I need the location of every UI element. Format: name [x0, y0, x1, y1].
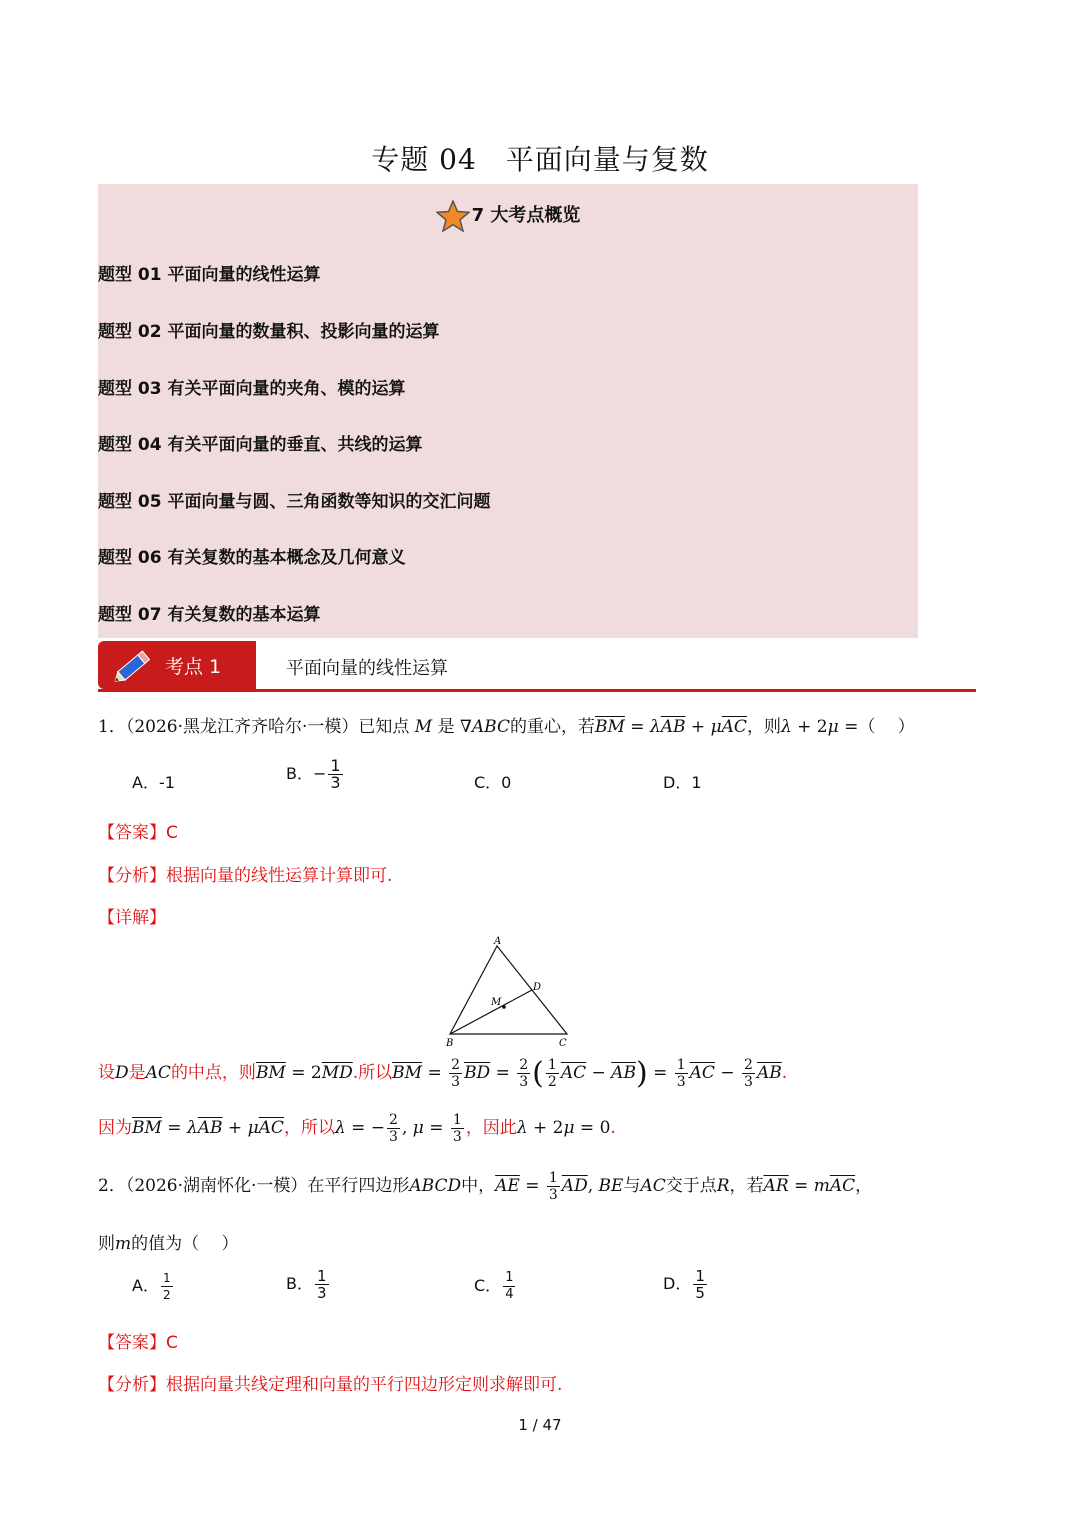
topic-02[interactable]: 题型 02 平面向量的数量积、投影向量的运算 [98, 322, 440, 342]
q2-analysis-label: 【分析】 [98, 1375, 166, 1395]
q1-line1-b: 是 [128, 1063, 146, 1083]
topic-07[interactable]: 题型 07 有关复数的基本运算 [98, 605, 321, 625]
q2-text4: ，若 [729, 1176, 764, 1196]
q1-answer-value: C [166, 823, 178, 843]
q2-option-d[interactable]: D． $\frac{1}{5}$ [663, 1267, 705, 1302]
q2-option-d-label: D． [663, 1274, 692, 1293]
q2-answer-value: C [166, 1333, 178, 1353]
pencil-icon [112, 644, 156, 688]
question-2: 2．（2026·湖南怀化·一模）在平行四边形ABCD中，$\overline{AE}$ = $\frac{1}{3}$ $\overline{AD}$, BE与AC交于点R，若$\overline{AR} = m\overline{AC}$， [98, 1170, 873, 1203]
q1-prefix: 1．（2026·黑龙江齐齐哈尔·一模）已知点 [98, 717, 410, 737]
q2-option-c[interactable]: C． $\frac{1}{4}$ [474, 1270, 514, 1302]
topic-01[interactable]: 题型 01 平面向量的线性运算 [98, 265, 321, 285]
section-label: 考点 1 [165, 656, 222, 678]
question-1: 1．（2026·黑龙江齐齐哈尔·一模）已知点 M 是 ∇ABC的重心，若$\overline{BM} = \lambda\overline{AB} + \mu\overline{AC}$，则λ + 2μ =（ ） [98, 717, 915, 737]
vertex-a-label: A [494, 936, 502, 947]
triangle-figure [440, 934, 576, 1050]
q1-line2-a: 因为 [98, 1118, 132, 1138]
q1-option-b[interactable]: B．− $\frac{1}{3}$ [286, 756, 341, 792]
star-icon [436, 200, 470, 232]
q2-prefix: 2．（2026·湖南怀化·一模）在平行四边形 [98, 1176, 410, 1196]
q2-option-a[interactable]: A． $\frac{1}{2}$ [132, 1271, 171, 1302]
q2-text2: 与 [623, 1176, 641, 1196]
q1-line1-a: 设 [98, 1063, 115, 1083]
q1-detail-line-2: 因为$\overline{BM} = \lambda\overline{AB} + \mu\overline{AC}$，所以λ = − $\frac{2}{3}$ , μ = $\frac{1}{3}$ ，因此λ + 2μ = 0. [98, 1112, 616, 1145]
q1-option-b-label: B． [286, 764, 313, 783]
q1-line1-d: .所以 [352, 1063, 393, 1083]
page-title: 专题 04 平面向量与复数 [371, 143, 709, 176]
topic-06[interactable]: 题型 06 有关复数的基本概念及几何意义 [98, 548, 406, 568]
q2-line2b: 的值为（ ） [131, 1234, 239, 1254]
point-m-label: M [491, 997, 502, 1008]
overview-heading-text: 7 大考点概览 [471, 205, 581, 226]
overview-heading [98, 200, 918, 232]
q2-analysis-text: 根据向量共线定理和向量的平行四边形定则求解即可. [166, 1375, 563, 1395]
q1-line1-c: 的中点，则 [170, 1063, 256, 1083]
q2-analysis [98, 1370, 562, 1395]
q2-option-b-label: B． [286, 1274, 313, 1293]
q1-analysis [98, 861, 392, 886]
q2-option-b[interactable]: B． $\frac{1}{3}$ [286, 1267, 327, 1302]
q1-detail-label: 【详解】 [98, 908, 166, 928]
topic-03[interactable]: 题型 03 有关平面向量的夹角、模的运算 [98, 379, 406, 399]
q2-answer-label: 【答案】 [98, 1333, 166, 1353]
q1-answer-label: 【答案】 [98, 823, 166, 843]
q1-line2-b: ，所以 [283, 1118, 335, 1138]
q1-analysis-label: 【分析】 [98, 866, 166, 886]
page-number: 1 / 47 [518, 1416, 562, 1434]
question-2-line-2: 则m的值为（ ） [98, 1234, 239, 1254]
q1-answer [98, 818, 178, 843]
section-title: 平面向量的线性运算 [286, 658, 448, 679]
q1-detail-line-1: 设D是AC的中点，则$\overline{BM} = 2\overline{MD}$.所以$\overline{BM}$ = $\frac{2}{3}$ $\overline{BD}$ = $\frac{2}{3}$ ( $\frac{1}{2}$ $\overline{AC} - \overline{AB}$) = $\frac{1}{3}$ $\overline{AC}$ − $\frac{2}{3}$ $\overline{AB}$. [98, 1056, 788, 1091]
topic-05[interactable]: 题型 05 平面向量与圆、三角函数等知识的交汇问题 [98, 492, 491, 512]
q1-option-a[interactable]: A．-1 [132, 773, 175, 792]
q1-paren: （ ） [858, 717, 915, 737]
q1-option-c[interactable]: C．0 [474, 773, 512, 792]
q2-answer [98, 1328, 178, 1353]
q1-option-d[interactable]: D．1 [663, 773, 702, 792]
overview-panel [98, 184, 918, 638]
topic-04[interactable]: 题型 04 有关平面向量的垂直、共线的运算 [98, 435, 423, 455]
vertex-b-label: B [446, 1038, 454, 1049]
q1-text3: ，则 [746, 717, 781, 737]
q2-text3: 交于点 [665, 1176, 717, 1196]
q2-text1: 中， [461, 1176, 496, 1196]
q2-line2: 则 [98, 1234, 115, 1254]
q2-option-c-label: C． [474, 1276, 502, 1295]
section-divider [98, 689, 976, 692]
q1-line2-c: ，因此 [465, 1118, 517, 1138]
point-d-label: D [533, 982, 542, 993]
q1-analysis-text: 根据向量的线性运算计算即可. [166, 866, 393, 886]
vertex-c-label: C [559, 1038, 567, 1049]
q1-text2: 的重心，若 [510, 717, 595, 737]
q1-text1: 是 [437, 717, 455, 737]
q2-option-a-label: A． [132, 1276, 159, 1295]
